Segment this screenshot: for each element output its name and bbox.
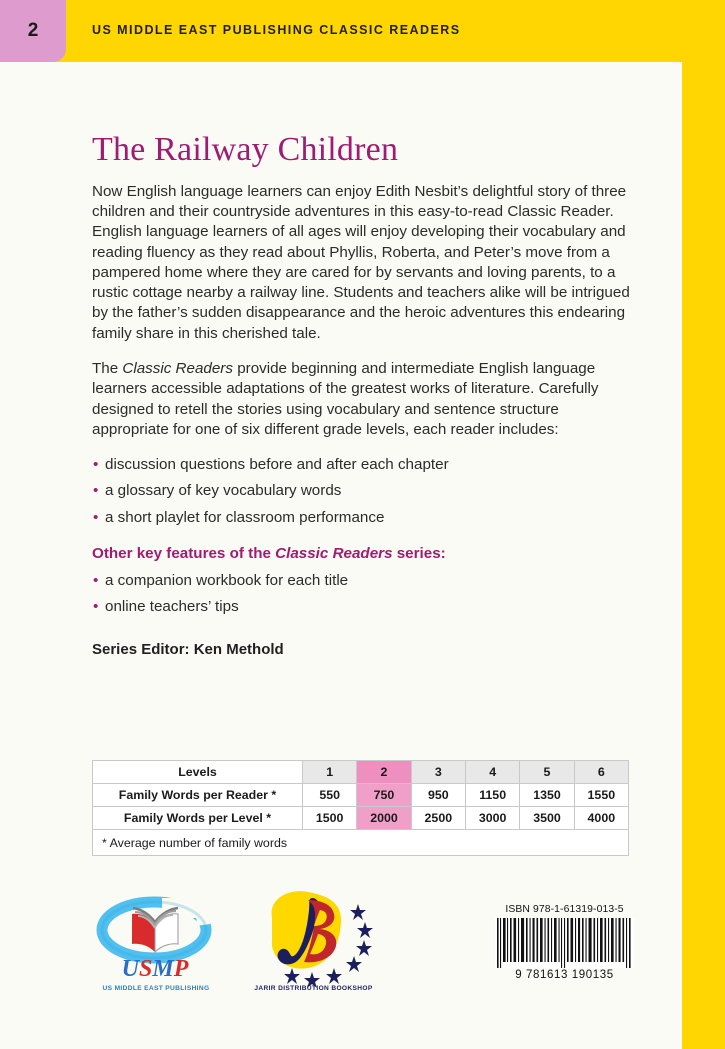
- right-yellow-band: [682, 0, 725, 1049]
- words-per-level-2: 2000: [357, 807, 411, 830]
- isbn-block: [492, 904, 637, 981]
- words-per-reader-5: 1350: [520, 784, 574, 807]
- main-content: [92, 132, 630, 658]
- level-header-1: 1: [303, 761, 357, 784]
- jarir-logo-graphic: [246, 882, 381, 992]
- jarir-caption: JARIR DISTRIBUTION BOOKSHOP: [254, 985, 373, 992]
- level-header-6: 6: [574, 761, 628, 784]
- usmp-logo: [92, 882, 220, 992]
- words-per-level-6: 4000: [574, 807, 628, 830]
- list-item: [92, 508, 630, 528]
- features-heading-part1: Other key features of the: [92, 544, 276, 562]
- words-per-level-5: 3500: [520, 807, 574, 830]
- words-per-reader-6: 1550: [574, 784, 628, 807]
- series-description: [92, 359, 630, 440]
- table-row: [93, 830, 629, 856]
- table-footnote: * Average number of family words: [93, 830, 629, 856]
- bullet-icon: •: [93, 508, 99, 526]
- svg-text:USMP: USMP: [121, 956, 189, 982]
- words-per-reader-2: 750: [357, 784, 411, 807]
- list-item: [92, 571, 630, 591]
- book-blurb: Now English language learners can enjoy Edith Nesbit’s delightful story of three children and their countryside adventures in this easy-to-read Classic Reader. English language learners of all ages will enjoy developing their vocabulary and reading fluency as they read about Phyllis, Roberta, and Peter’s move from a pampered home where they are cared for by servants and loving parents, to a rustic cottage nearby a railway line. Students and teachers alike will be intrigued by the father’s sudden disappearance and the heroic adventures this endearing family share in this cherished tale.: [92, 182, 630, 342]
- bullet-icon: •: [93, 597, 99, 615]
- words-per-level-4: 3000: [465, 807, 519, 830]
- series-description-part1: The: [92, 359, 123, 377]
- level-tab-number: 2: [27, 19, 39, 41]
- level-header-4: 4: [465, 761, 519, 784]
- row-label-words-per-reader: Family Words per Reader *: [93, 784, 303, 807]
- words-per-level-1: 1500: [303, 807, 357, 830]
- usmp-caption: US MIDDLE EAST PUBLISHING: [102, 985, 210, 992]
- row-label-levels: Levels: [93, 761, 303, 784]
- words-per-reader-4: 1150: [465, 784, 519, 807]
- level-header-2: 2: [357, 761, 411, 784]
- levels-table: [92, 760, 629, 856]
- bullet-icon: •: [93, 571, 99, 589]
- list-item-label: a glossary of key vocabulary words: [105, 482, 342, 500]
- series-name-italic: Classic Readers: [122, 359, 233, 377]
- level-header-3: 3: [411, 761, 465, 784]
- book-title: The Railway Children: [92, 131, 399, 168]
- imprint-header: US MIDDLE EAST PUBLISHING CLASSIC READERS: [92, 23, 461, 37]
- bullet-icon: •: [93, 482, 99, 500]
- table-row: [93, 784, 629, 807]
- level-tab: [0, 0, 66, 62]
- words-per-level-3: 2500: [411, 807, 465, 830]
- words-per-reader-1: 550: [303, 784, 357, 807]
- series-editor-line: Series Editor: Ken Methold: [92, 641, 284, 659]
- usmp-logo-graphic: [92, 882, 220, 992]
- list-item: [92, 597, 630, 617]
- words-per-reader-3: 950: [411, 784, 465, 807]
- list-item: [92, 481, 630, 501]
- barcode-digits: 9 781613 190135: [515, 969, 614, 981]
- table-row: [93, 807, 629, 830]
- table-row: [93, 761, 629, 784]
- series-name-italic: Classic Readers: [275, 544, 393, 562]
- level-header-5: 5: [520, 761, 574, 784]
- jarir-logo: [246, 882, 381, 992]
- includes-list: [92, 455, 630, 528]
- other-features-heading: [92, 545, 630, 562]
- list-item-label: discussion questions before and after each chapter: [105, 456, 449, 474]
- list-item-label: online teachers’ tips: [105, 597, 239, 615]
- other-features-list: [92, 571, 630, 617]
- list-item-label: a short playlet for classroom performance: [105, 508, 385, 526]
- isbn-barcode: [495, 918, 634, 968]
- row-label-words-per-level: Family Words per Level *: [93, 807, 303, 830]
- series-description-part2: provide beginning and intermediate English language learners accessible adaptations of the greatest works of literature. Carefully designed to retell the stories using vocabulary and sentence structure appropriate for one of six different grade levels, each reader includes:: [92, 359, 599, 438]
- isbn-text: ISBN 978-1-61319-013-5: [505, 904, 624, 915]
- features-heading-part2: series:: [392, 544, 446, 562]
- bullet-icon: •: [93, 456, 99, 474]
- list-item-label: a companion workbook for each title: [105, 571, 349, 589]
- list-item: [92, 455, 630, 475]
- levels-table-container: [92, 760, 629, 856]
